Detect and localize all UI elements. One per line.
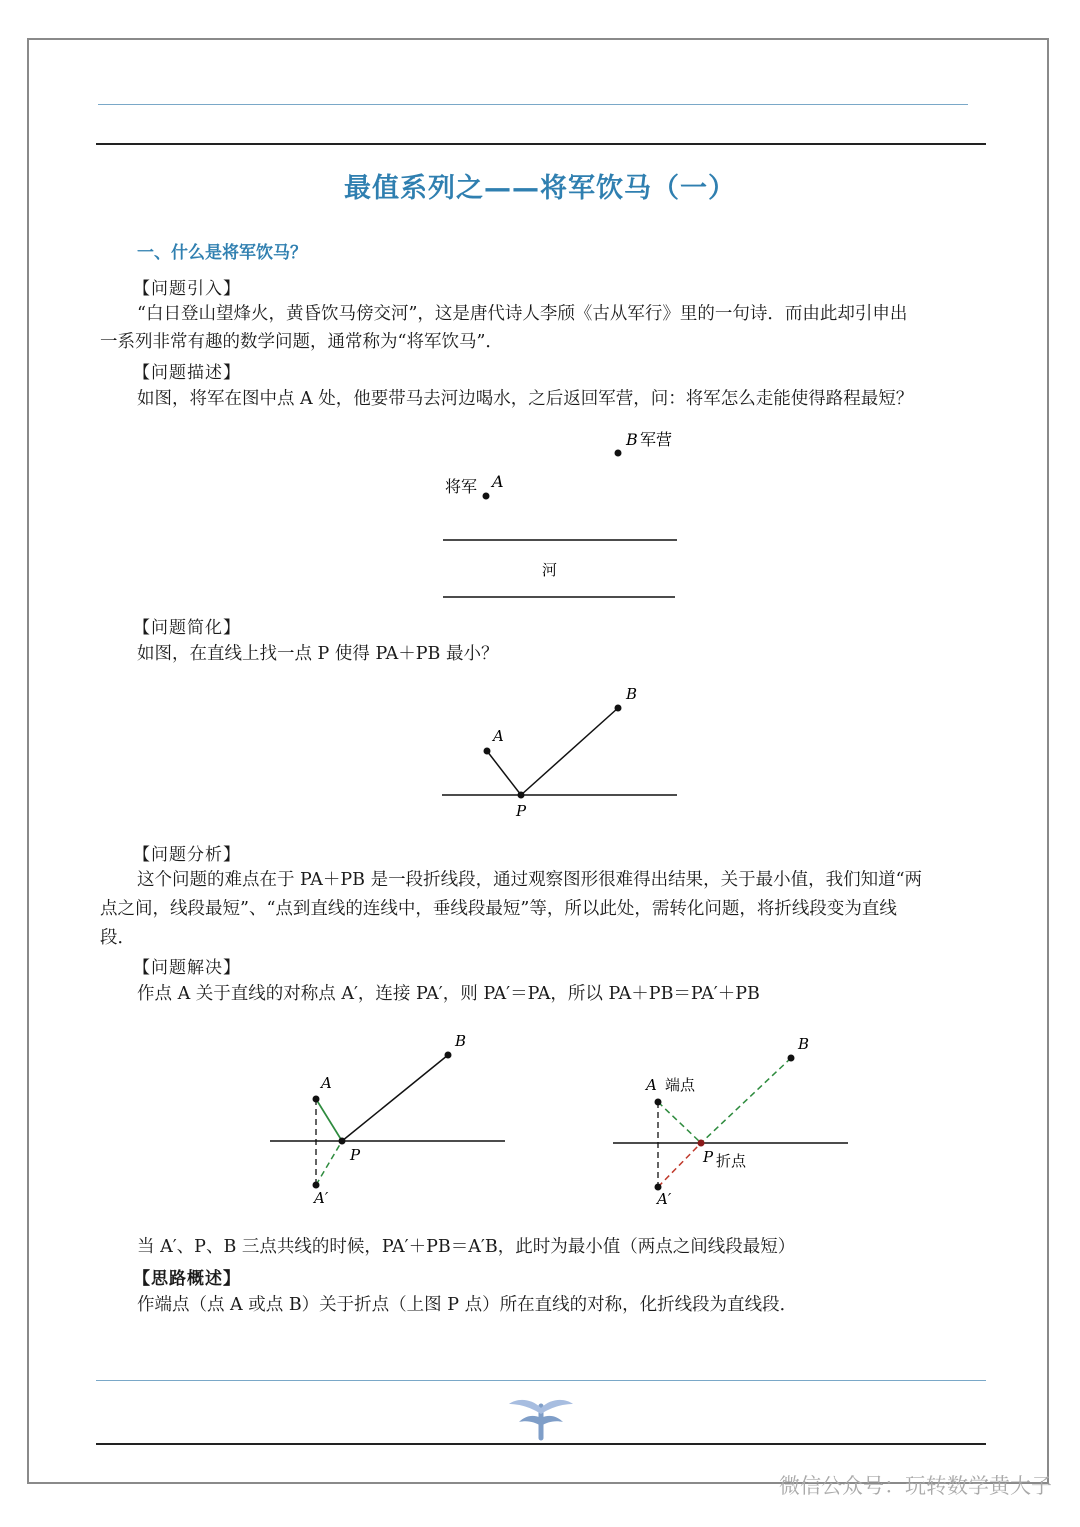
simplify-text: 如图，在直线上找一点 P 使得 PA＋PB 最小？	[137, 644, 499, 664]
header-rule-blue	[98, 104, 968, 105]
leaf-logo-icon	[505, 1392, 577, 1442]
segment-pa	[316, 1099, 342, 1141]
analysis-line-2: 点之间，线段最短”、“点到直线的连线中，垂线段最短”等，所以此处，需转化问题，将折线段变为直线	[100, 899, 897, 919]
point-b-dot	[615, 450, 622, 457]
tag-analysis: 【问题分析】	[133, 845, 241, 865]
tag-intro: 【问题引入】	[133, 279, 241, 299]
tag-summary: 【思路概述】	[133, 1269, 241, 1289]
point-p-label: P	[350, 1146, 361, 1164]
tag-description: 【问题描述】	[133, 363, 241, 383]
point-a-prime-dot	[313, 1182, 320, 1189]
segment-pb	[342, 1055, 448, 1141]
header-rule-black	[96, 143, 986, 145]
point-a-prime-label: A′	[657, 1190, 672, 1208]
endpoint-label: 端点	[665, 1076, 696, 1094]
point-a-label: A	[492, 472, 504, 491]
point-a-label: A	[493, 727, 504, 745]
page-title: 最值系列之——将军饮马（一）	[344, 173, 736, 204]
point-b-dot	[788, 1055, 795, 1062]
point-b-label: B	[798, 1035, 810, 1053]
point-a-dot	[655, 1099, 662, 1106]
segment-pb	[701, 1058, 791, 1143]
point-b-label: B	[626, 430, 638, 449]
segment-pa	[658, 1102, 701, 1143]
point-b-label: B	[626, 685, 638, 703]
point-a-prime-label: A′	[314, 1189, 329, 1207]
summary-text: 作端点（点 A 或点 B）关于折点（上图 P 点）所在直线的对称，化折线段为直线段．	[137, 1295, 798, 1315]
camp-label: 军营	[640, 430, 673, 449]
point-p-label: P	[516, 802, 527, 820]
point-a-label: A	[321, 1074, 332, 1092]
point-p-dot	[339, 1138, 346, 1145]
point-a-dot	[483, 493, 490, 500]
figure-reflection-left	[265, 1030, 515, 1210]
intro-line-2: 一系列非常有趣的数学问题，通常称为“将军饮马”．	[100, 332, 503, 352]
segment-pa	[487, 751, 521, 795]
point-p-dot	[698, 1140, 705, 1147]
point-p-label: P	[703, 1148, 714, 1166]
figure-simplified	[430, 680, 700, 825]
segment-pb	[521, 708, 618, 795]
collinear-text: 当 A′、P、B 三点共线的时候，PA′＋PB＝A′B，此时为最小值（两点之间线段最短）	[137, 1237, 796, 1257]
tag-solve: 【问题解决】	[133, 958, 241, 978]
footer-rule-blue	[96, 1380, 986, 1381]
section-heading: 一、什么是将军饮马？	[137, 243, 307, 263]
intro-line-1: “白日登山望烽火，黄昏饮马傍交河”，这是唐代诗人李颀《古从军行》里的一句诗．而由此却引申出	[137, 304, 908, 324]
point-b-dot	[445, 1052, 452, 1059]
figure-reflection-right	[608, 1030, 858, 1210]
point-p-dot	[518, 792, 525, 799]
description-text: 如图，将军在图中点 A 处，他要带马去河边喝水，之后返回军营，问：将军怎么走能使得路程最短？	[137, 389, 914, 409]
tag-simplify: 【问题简化】	[133, 618, 241, 638]
point-a-dot	[484, 748, 491, 755]
bend-point-label: 折点	[716, 1152, 747, 1170]
general-label: 将军	[445, 477, 478, 496]
watermark-text: 微信公众号：玩转数学黄大子	[779, 1474, 1052, 1498]
segment-pa-prime	[658, 1143, 701, 1187]
segment-pa-prime	[316, 1141, 342, 1185]
river-label: 河	[542, 561, 558, 579]
point-a-label: A	[646, 1076, 657, 1094]
point-b-dot	[615, 705, 622, 712]
point-b-label: B	[455, 1032, 467, 1050]
analysis-line-3: 段．	[100, 928, 135, 948]
analysis-line-1: 这个问题的难点在于 PA＋PB 是一段折线段，通过观察图形很难得出结果，关于最小值，我们知道“两	[137, 870, 923, 890]
point-a-dot	[313, 1096, 320, 1103]
figure-river-scene	[430, 420, 700, 610]
solve-text: 作点 A 关于直线的对称点 A′，连接 PA′，则 PA′＝PA，所以 PA＋PB＝PA′＋PB	[137, 984, 760, 1004]
footer-rule-black	[96, 1443, 986, 1445]
